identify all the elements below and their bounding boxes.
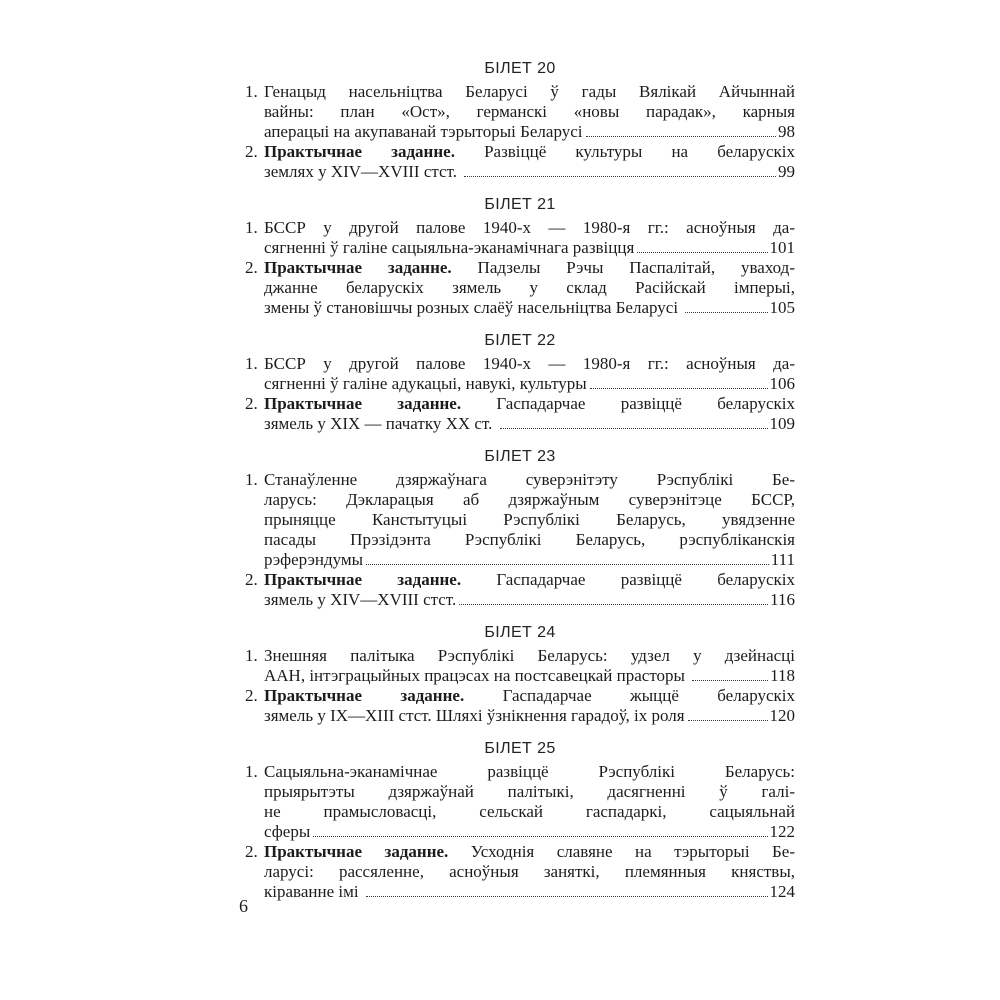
toc-item xyxy=(245,218,795,258)
page-number: 106 xyxy=(769,374,795,393)
item-last-line xyxy=(264,590,795,610)
item-line: кіраванне імі xyxy=(264,882,363,901)
ticket-heading: БІЛЕТ 25 xyxy=(484,740,556,757)
item-line: Практычнае заданне. Падзелы Рэчы Паспалітай, уваход- xyxy=(264,258,795,277)
item-line: Станаўленне дзяржаўнага суверэнітэту Рэспублікі Бе- xyxy=(264,470,795,489)
item-text xyxy=(264,142,795,182)
item-number: 1. xyxy=(245,470,258,489)
item-number: 2. xyxy=(245,570,258,589)
dot-leader xyxy=(366,564,769,565)
item-text xyxy=(264,354,795,394)
ticket-heading: БІЛЕТ 24 xyxy=(484,624,556,641)
toc-item xyxy=(245,470,795,570)
item-last-line xyxy=(264,238,795,258)
dot-leader xyxy=(464,176,776,177)
page-number: 98 xyxy=(778,122,795,141)
toc-item xyxy=(245,142,795,182)
page-number: 124 xyxy=(769,882,795,901)
toc-item xyxy=(245,258,795,318)
item-line: ларусь: Дэкларацыя аб дзяржаўным суверэнітэце БССР, xyxy=(264,490,795,509)
ticket-section xyxy=(245,622,795,726)
item-last-line xyxy=(264,162,795,182)
practical-task-label: Практычнае заданне. xyxy=(264,686,465,705)
page-number: 109 xyxy=(769,414,795,433)
item-text xyxy=(264,470,795,570)
page-number: 116 xyxy=(770,590,795,609)
item-number: 1. xyxy=(245,218,258,237)
page-number: 122 xyxy=(769,822,795,841)
item-line: зямель у XIV—XVIII стст. xyxy=(264,590,457,609)
page-number: 111 xyxy=(770,550,795,569)
item-line: землях у XIV—XVIII стст. xyxy=(264,162,462,181)
toc-item xyxy=(245,646,795,686)
item-number: 2. xyxy=(245,394,258,413)
practical-task-label: Практычнае заданне. xyxy=(264,570,462,589)
ticket-heading: БІЛЕТ 20 xyxy=(484,60,556,77)
item-number: 2. xyxy=(245,142,258,161)
item-number: 1. xyxy=(245,82,258,101)
toc-item xyxy=(245,82,795,142)
item-line: зямель у XIX — пачатку XX ст. xyxy=(264,414,497,433)
item-line: прыярытэты дзяржаўнай палітыкі, дасягненні ў галі- xyxy=(264,782,795,801)
dot-leader xyxy=(366,896,768,897)
dot-leader xyxy=(637,252,767,253)
item-line: сягненні ў галіне сацыяльна-эканамічнага развіцця xyxy=(264,238,635,257)
page-number: 120 xyxy=(769,706,795,725)
item-line: ААН, інтэграцыйных працэсах на постсавецкай прасторы xyxy=(264,666,690,685)
folio: 6 xyxy=(239,896,248,916)
item-number: 2. xyxy=(245,686,258,705)
item-text xyxy=(264,258,795,318)
dot-leader xyxy=(590,388,768,389)
dot-leader xyxy=(692,680,768,681)
item-line: Практычнае заданне. Усходнія славяне на тэрыторыі Бе- xyxy=(264,842,795,861)
item-last-line xyxy=(264,414,795,434)
practical-task-label: Практычнае заданне. xyxy=(264,258,452,277)
ticket-section xyxy=(245,446,795,610)
item-last-line xyxy=(264,374,795,394)
item-text xyxy=(264,646,795,686)
item-line: не прамысловасці, сельскай гаспадаркі, сацыяльнай xyxy=(264,802,795,821)
item-number: 2. xyxy=(245,842,258,861)
toc-item xyxy=(245,570,795,610)
item-line: сферы xyxy=(264,822,311,841)
item-text xyxy=(264,686,795,726)
item-text xyxy=(264,394,795,434)
dot-leader xyxy=(313,836,767,837)
item-line: Сацыяльна-эканамічнае развіццё Рэспублікі Беларусь: xyxy=(264,762,795,781)
item-line: Практычнае заданне. Гаспадарчае жыццё беларускіх xyxy=(264,686,796,705)
ticket-heading: БІЛЕТ 22 xyxy=(484,332,556,349)
item-line: сягненні ў галіне адукацыі, навукі, культуры xyxy=(264,374,587,393)
page-number: 105 xyxy=(769,298,795,317)
page-number: 118 xyxy=(770,666,795,685)
toc-item xyxy=(245,762,795,842)
item-line: вайны: план «Ост», германскі «новы парадак», карныя xyxy=(264,102,795,121)
item-last-line xyxy=(264,550,795,570)
item-line: БССР у другой палове 1940-х — 1980-я гг.: асноўныя да- xyxy=(264,218,795,237)
practical-task-label: Практычнае заданне. xyxy=(264,842,449,861)
page-number: 99 xyxy=(778,162,795,181)
item-text xyxy=(264,218,795,258)
item-line: прыняцце Канстытуцыі Рэспублікі Беларусь, увядзенне xyxy=(264,510,795,529)
toc-item xyxy=(245,354,795,394)
ticket-section xyxy=(245,58,795,182)
item-line: зямель у IX—XIII стст. Шляхі ўзнікнення гарадоў, іх роля xyxy=(264,706,685,725)
item-line: ларусі: рассяленне, асноўныя заняткі, племянныя княствы, xyxy=(264,862,795,881)
item-text xyxy=(264,762,795,842)
item-last-line xyxy=(264,666,795,686)
dot-leader xyxy=(459,604,768,605)
item-text xyxy=(264,570,795,610)
item-number: 1. xyxy=(245,646,258,665)
item-line: Практычнае заданне. Развіццё культуры на беларускіх xyxy=(264,142,796,161)
item-last-line xyxy=(264,882,795,902)
item-last-line xyxy=(264,298,795,318)
toc-item xyxy=(245,394,795,434)
ticket-section xyxy=(245,738,795,902)
item-text xyxy=(264,842,795,902)
dot-leader xyxy=(685,312,767,313)
ticket-section xyxy=(245,330,795,434)
item-line: змены ў становішчы розных слаёў насельніцтва Беларусі xyxy=(264,298,683,317)
ticket-heading: БІЛЕТ 23 xyxy=(484,448,556,465)
toc-item xyxy=(245,686,795,726)
dot-leader xyxy=(688,720,768,721)
item-last-line xyxy=(264,706,795,726)
item-line: БССР у другой палове 1940-х — 1980-я гг.: асноўныя да- xyxy=(264,354,795,373)
toc xyxy=(245,50,795,902)
item-number: 2. xyxy=(245,258,258,277)
ticket-section xyxy=(245,194,795,318)
page-number: 101 xyxy=(769,238,795,257)
item-number: 1. xyxy=(245,762,258,781)
item-line: Практычнае заданне. Гаспадарчае развіццё беларускіх xyxy=(264,570,796,589)
item-line: аперацыі на акупаванай тэрыторыі Беларусі xyxy=(264,122,583,141)
item-number: 1. xyxy=(245,354,258,373)
ticket-heading: БІЛЕТ 21 xyxy=(484,196,556,213)
item-line: рэферэндумы xyxy=(264,550,364,569)
item-text xyxy=(264,82,795,142)
item-last-line xyxy=(264,122,795,142)
item-line: Практычнае заданне. Гаспадарчае развіццё беларускіх xyxy=(264,394,796,413)
item-line: Генацыд насельніцтва Беларусі ў гады Вялікай Айчыннай xyxy=(264,82,795,101)
practical-task-label: Практычнае заданне. xyxy=(264,394,462,413)
item-line: джанне беларускіх зямель у склад Расійскай імперыі, xyxy=(264,278,795,297)
item-last-line xyxy=(264,822,795,842)
item-line: Знешняя палітыка Рэспублікі Беларусь: удзел у дзейнасці xyxy=(264,646,795,665)
dot-leader xyxy=(586,136,777,137)
item-line: пасады Прэзідэнта Рэспублікі Беларусь, рэспубліканскія xyxy=(264,530,795,549)
practical-task-label: Практычнае заданне. xyxy=(264,142,455,161)
toc-item xyxy=(245,842,795,902)
dot-leader xyxy=(500,428,768,429)
